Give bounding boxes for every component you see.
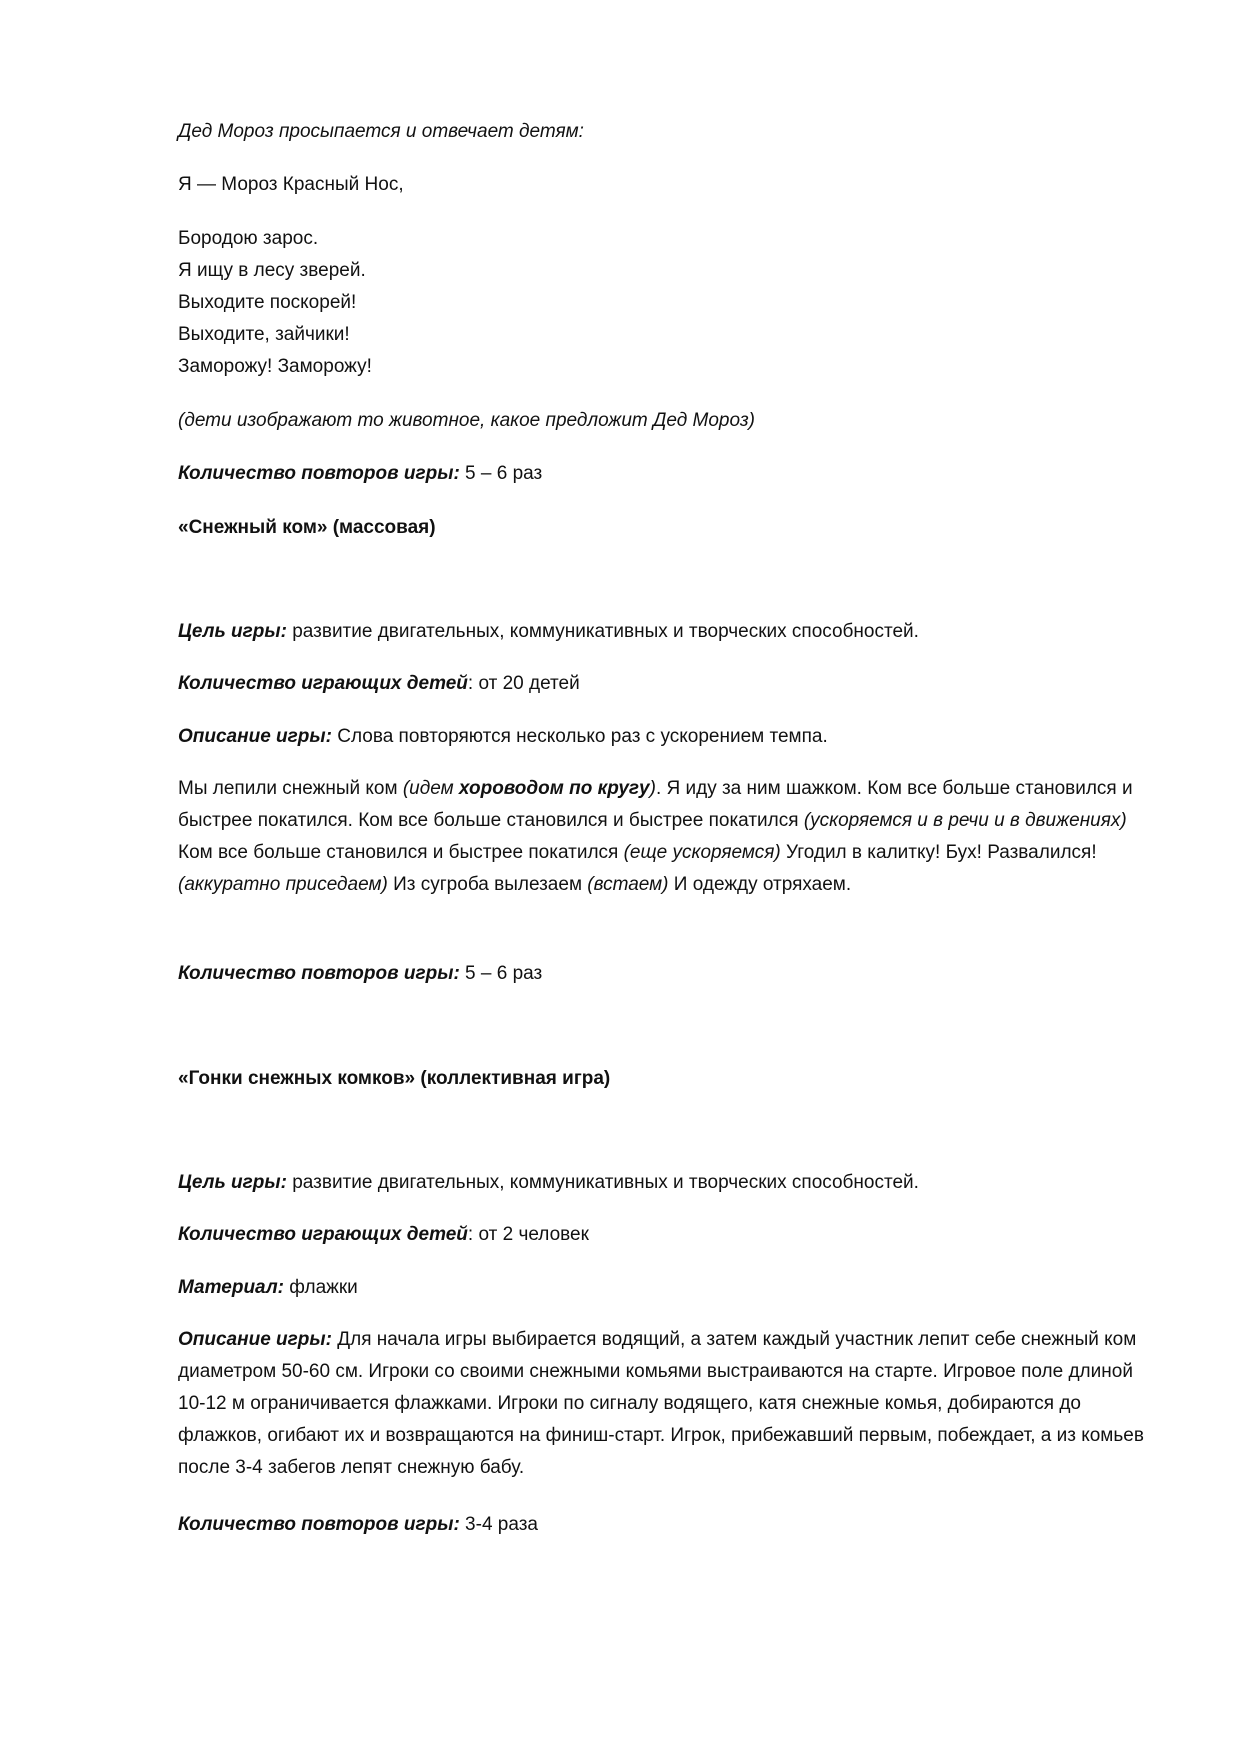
- text-italic: (еще ускоряемся): [623, 842, 781, 863]
- material-label: Материал:: [178, 1277, 284, 1298]
- text-italic: ): [649, 778, 656, 799]
- repeats-line-snowball: [178, 958, 1158, 990]
- description-value: Для начала игры выбирается водящий, а затем каждый участник лепит себе снежный ком диаметром 50-60 см. Игроки со своими снежными комьями выстраиваются на старте. Игровое поле длиной 10-12 м ограничивается флажками. Игроки по сигналу водящего, катя снежные комья, добираются до флажков, огибают их и возвращаются на финиш-старт. Игрок, прибежавший первым, побеждает, а из комьев после 3-4 забегов лепят снежную бабу.: [178, 1329, 1144, 1478]
- text-part: Из сугроба вылезаем: [387, 874, 588, 895]
- poem-line-1: Я — Мороз Красный Нос,: [178, 174, 404, 195]
- players-value: : от 20 детей: [467, 673, 580, 694]
- game-text-snowball: [178, 773, 1158, 901]
- repeats-value: 5 – 6 раз: [459, 463, 543, 484]
- repeats-value: 3-4 раза: [459, 1514, 538, 1535]
- repeats-line-races: [178, 1509, 1158, 1541]
- description-value: Слова повторяются несколько раз с ускорением темпа.: [331, 726, 828, 747]
- text-part: Ком все больше становился и быстрее покатился: [178, 842, 624, 863]
- repeats-label: Количество повторов игры:: [178, 1514, 460, 1535]
- goal-value: развитие двигательных, коммуникативных и творческих способностей.: [286, 1172, 919, 1193]
- goal-label: Цель игры:: [178, 1172, 287, 1193]
- poem-line-5: Выходите, зайчики!: [178, 324, 350, 345]
- text-part: Мы лепили снежный ком: [178, 778, 403, 799]
- text-italic: (аккуратно приседаем): [178, 874, 388, 895]
- game-title-races: «Гонки снежных комков» (коллективная игра): [178, 1068, 611, 1089]
- poem-line-2: Бородою зарос.: [178, 228, 319, 249]
- text-bold-italic: хороводом по кругу: [458, 778, 650, 799]
- repeats-value: 5 – 6 раз: [459, 963, 543, 984]
- repeats-label: Количество повторов игры:: [178, 963, 460, 984]
- goal-label: Цель игры:: [178, 621, 287, 642]
- material-value: флажки: [284, 1277, 358, 1298]
- material-line-races: [178, 1272, 1158, 1304]
- players-line-snowball: [178, 668, 1158, 700]
- description-races: [178, 1324, 1158, 1484]
- description-label: Описание игры:: [178, 1329, 332, 1350]
- goal-line-snowball: [178, 616, 1158, 648]
- poem-line-6: Заморожу! Заморожу!: [178, 356, 372, 377]
- description-label: Описание игры:: [178, 726, 332, 747]
- game-title-snowball: «Снежный ком» (массовая): [178, 517, 436, 538]
- poem-line-4: Выходите поскорей!: [178, 292, 357, 313]
- players-line-races: [178, 1219, 1158, 1251]
- text-italic: (ускоряемся и в речи и в движениях): [803, 810, 1127, 831]
- intro-line: Дед Мороз просыпается и отвечает детям:: [178, 121, 584, 142]
- text-italic: (встаем): [587, 874, 669, 895]
- poem-line-3: Я ищу в лесу зверей.: [178, 260, 366, 281]
- text-part: И одежду отряхаем.: [668, 874, 852, 895]
- repeats-label: Количество повторов игры:: [178, 463, 460, 484]
- repeats-line-1: [178, 458, 1158, 490]
- text-part: . Я иду за ним шажком. Ком все больше становился и быстрее покатился. Ком все больше становился и быстрее покатился: [178, 778, 1133, 831]
- stage-note: (дети изображают то животное, какое предложит Дед Мороз): [178, 410, 755, 431]
- players-value: : от 2 человек: [467, 1224, 589, 1245]
- players-label: Количество играющих детей: [178, 1224, 468, 1245]
- text-italic: (идем: [402, 778, 459, 799]
- goal-line-races: [178, 1167, 1158, 1199]
- text-part: Угодил в калитку! Бух! Развалился!: [780, 842, 1097, 863]
- players-label: Количество играющих детей: [178, 673, 468, 694]
- description-line-snowball: [178, 721, 1158, 753]
- goal-value: развитие двигательных, коммуникативных и творческих способностей.: [286, 621, 919, 642]
